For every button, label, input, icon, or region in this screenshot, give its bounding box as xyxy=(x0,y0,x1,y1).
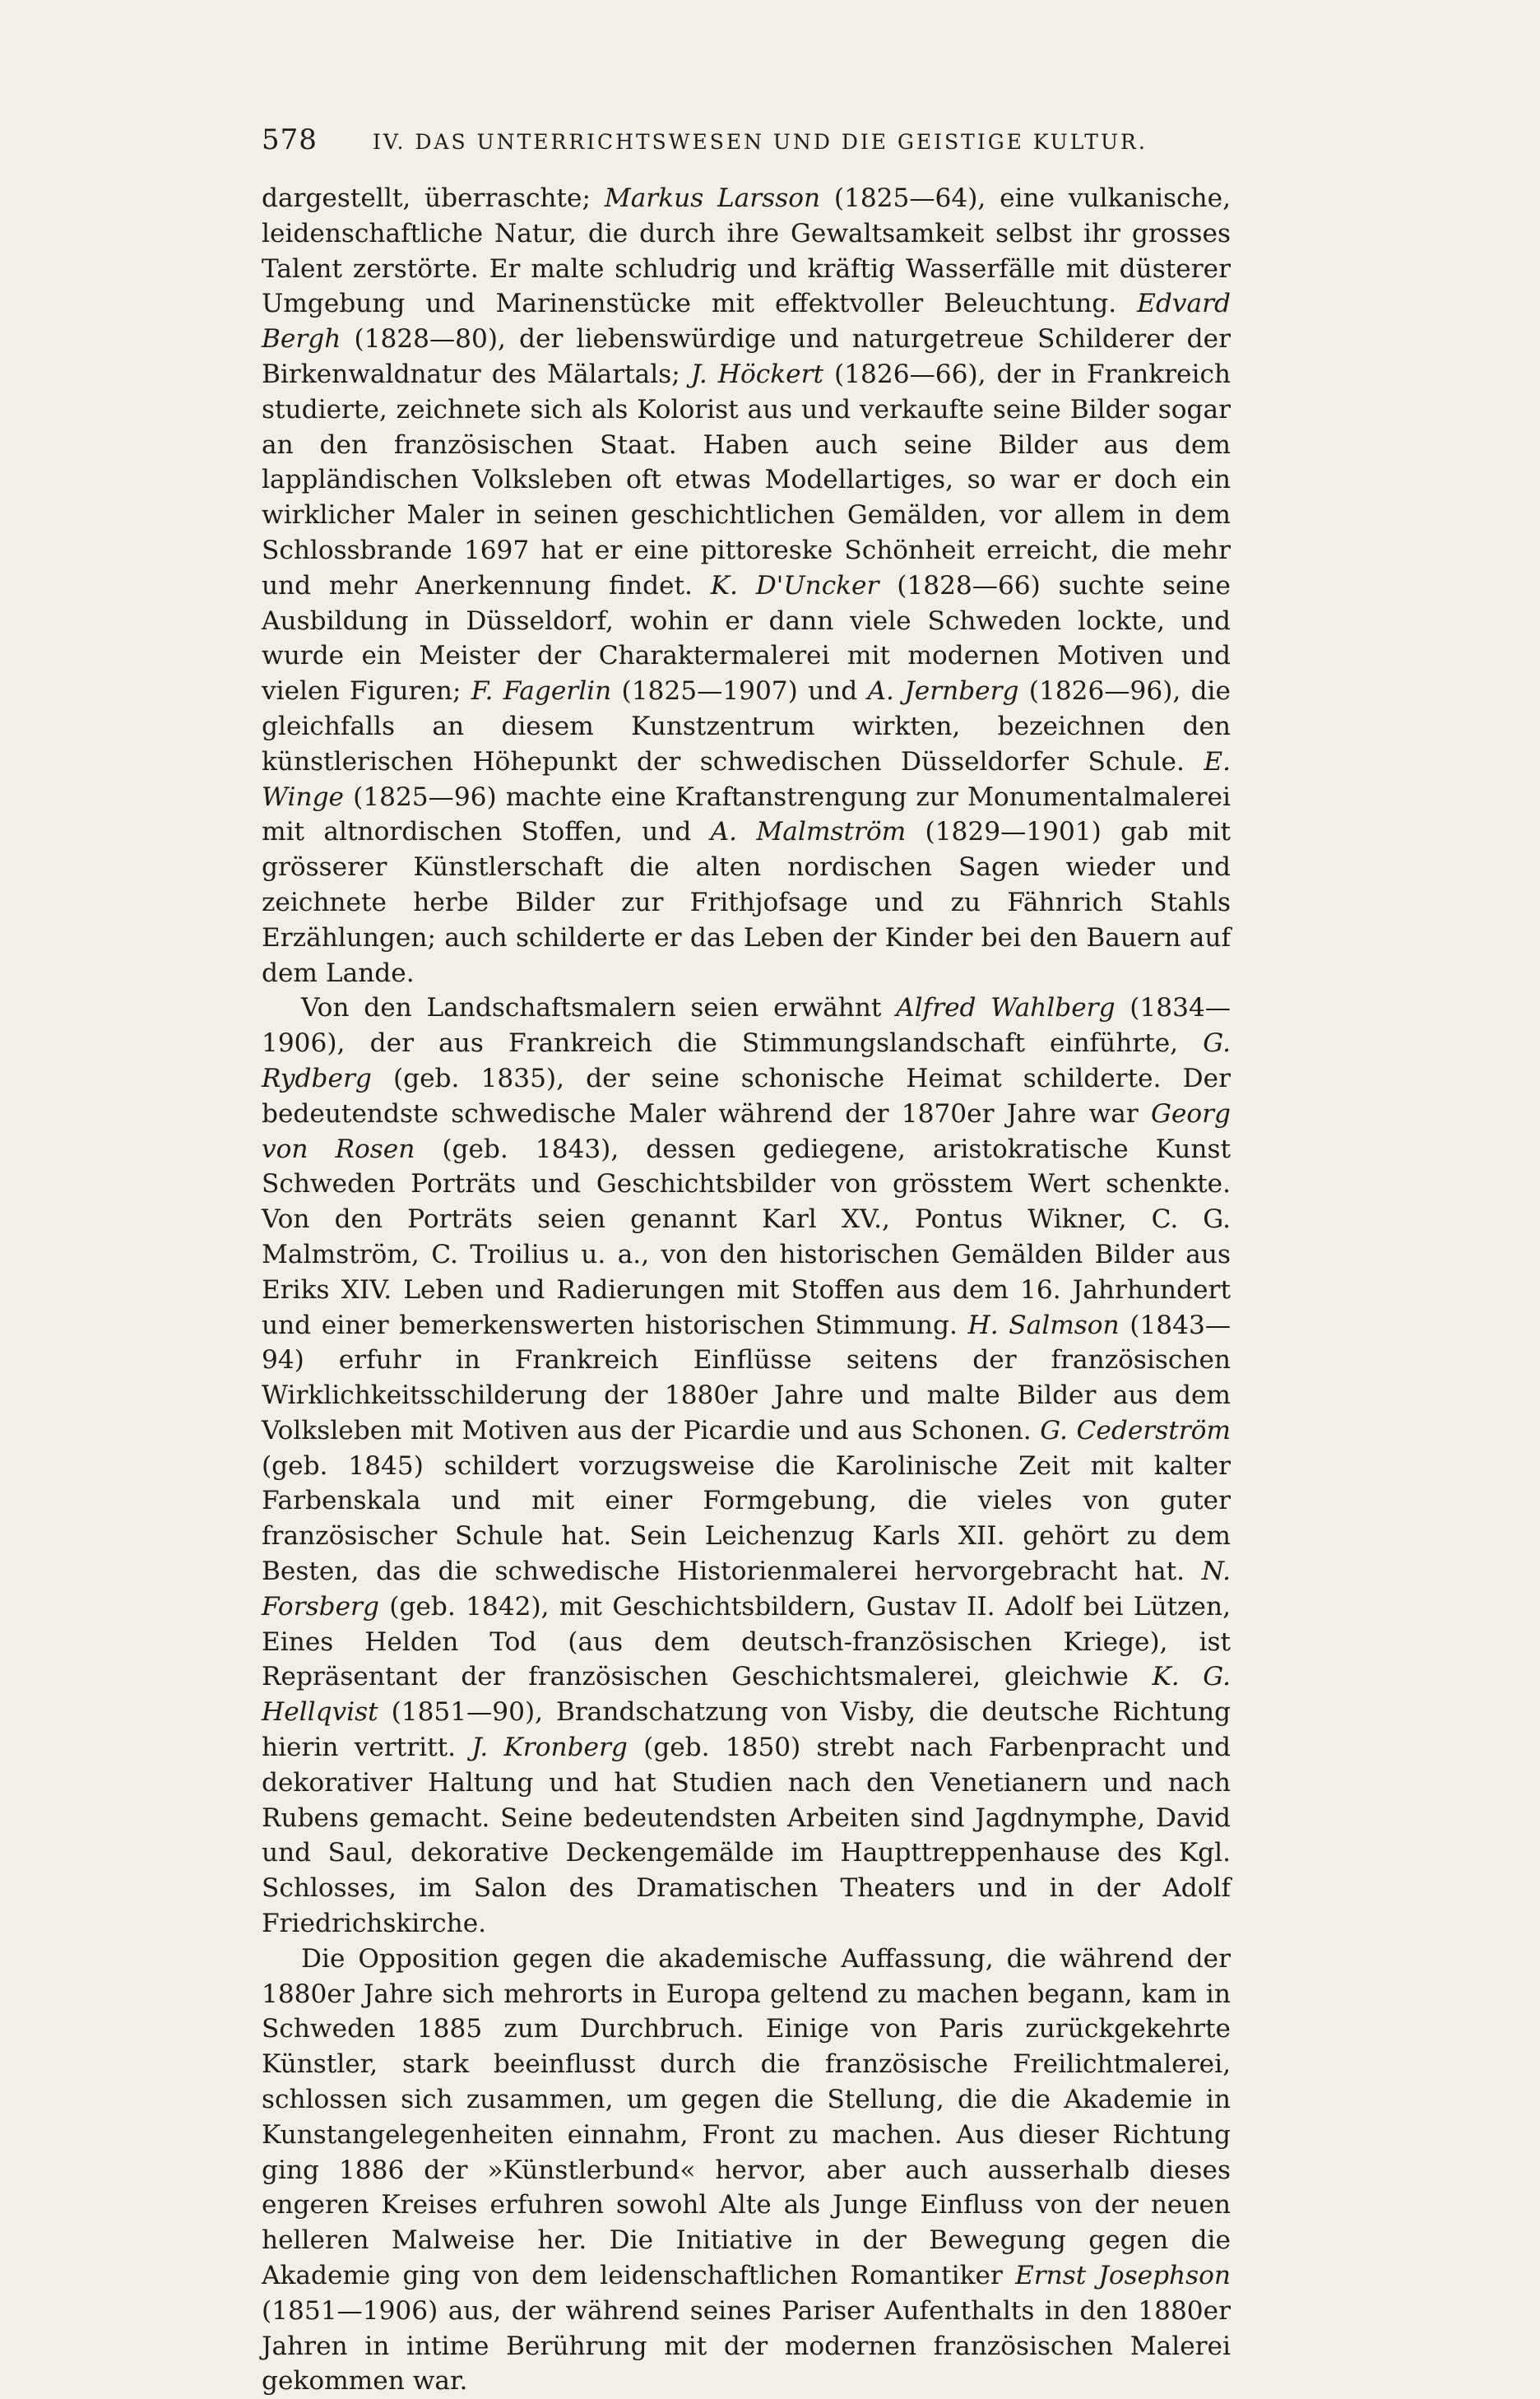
text-run: (1825—1907) und xyxy=(611,676,868,707)
text-run: (geb. 1843), dessen gediegene, aristokratische Kunst Schweden Porträts und Geschichtsbilder von grösstem Wert schenkte. Von den Porträts seien genannt Karl XV., Pontus Wikner, C. G. Malmström, C. Troilius u. a., von den historischen Gemälden Bilder aus Eriks XIV. Leben und Radierungen mit Stoffen aus dem 16. Jahrhundert und einer bemerkenswerten historischen Stimmung. xyxy=(262,1134,1232,1340)
text-run: (1826—66), der in Frankreich studierte, zeichnete sich als Kolorist aus und verkaufte seine Bilder sogar an den französischen Staat. Haben auch seine Bilder aus dem lappländischen Volksleben oft etwas Modellartiges, so war er doch ein wirklicher Maler in seinen geschichtlichen Gemälden, vor allem in dem Schlossbrande 1697 hat er eine pittoreske Schönheit erreicht, die mehr und mehr Anerkennung findet. xyxy=(262,359,1231,601)
artist-name: E. Winge xyxy=(262,746,1231,812)
body-text xyxy=(262,181,1231,2399)
text-run: (geb. 1842), mit Geschichtsbildern, Gustav II. Adolf bei Lützen, Eines Helden Tod (aus dem deutsch-französischen Kriege), ist Repräsentant der französischen Geschichtsmalerei, gleichwie xyxy=(262,1591,1231,1692)
artist-name: Markus Larsson xyxy=(604,183,821,213)
text-run: (1828—80), der liebenswürdige und naturgetreue Schilderer der Birkenwaldnatur des Mälartals; xyxy=(262,324,1231,389)
artist-name: A. Malmström xyxy=(710,817,907,847)
artist-name: G. Cederström xyxy=(1040,1415,1231,1445)
artist-name: Ernst Josephson xyxy=(1014,2261,1232,2291)
text-run: (1825—64), eine vulkanische, leidenschaftliche Natur, die durch ihre Gewaltsamkeit selbst ihr grosses Talent zerstörte. Er malte schludrig und kräftig Wasserfälle mit düsterer Umgebung und Marinenstücke mit effektvoller Beleuchtung. xyxy=(262,183,1231,319)
artist-name: J. Höckert xyxy=(690,359,824,389)
text-run: (1828—66) suchte seine Ausbildung in Düsseldorf, wohin er dann viele Schweden lockte, und wurde ein Meister der Charaktermalerei mit modernen Motiven und vielen Figuren; xyxy=(262,570,1231,707)
artist-name: Georg von Rosen xyxy=(262,1098,1231,1164)
artist-name: K. G. Hellqvist xyxy=(262,1662,1231,1728)
artist-name: A. Jernberg xyxy=(867,676,1019,707)
text-run: (1834—1906), der aus Frankreich die Stimmungslandschaft einführte, xyxy=(262,993,1231,1059)
text-run: (1825—96) machte eine Kraftanstrengung zur Monumentalmalerei mit altnordischen Stoffen, und xyxy=(262,782,1231,847)
text-run: (geb. 1835), der seine schonische Heimat schilderte. Der bedeutendste schwedische Maler während der 1870er Jahre war xyxy=(262,1063,1231,1129)
artist-name: J. Kronberg xyxy=(471,1733,628,1763)
text-run: Von den Landschaftsmalern seien erwähnt xyxy=(301,993,897,1023)
paragraph-3 xyxy=(262,1942,1231,2399)
text-run: dargestellt, überraschte; xyxy=(262,183,605,213)
text-run: (1843—94) erfuhr in Frankreich Einflüsse seitens der französischen Wirklichkeitsschilderung der 1880er Jahre und malte Bilder aus dem Volksleben mit Motiven aus der Picardie und aus Schonen. xyxy=(262,1310,1232,1445)
artist-name: H. Salmson xyxy=(967,1310,1120,1340)
artist-name: K. D'Uncker xyxy=(710,570,879,601)
text-run: Die Opposition gegen die akademische Auffassung, die während der 1880er Jahre sich mehrorts in Europa geltend zu machen begann, kam in Schweden 1885 zum Durchbruch. Einige von Paris zurückgekehrte Künstler, stark beeinflusst durch die französische Freilichtmalerei, schlossen sich zusammen, um gegen die Stellung, die die Akademie in Kunstangelegenheiten einnahm, Front zu machen. Aus dieser Richtung ging 1886 der »Künstlerbund« hervor, aber auch ausserhalb dieses engeren Kreises erfuhren sowohl Alte als Junge Einfluss von der neuen helleren Malweise her. Die Initiative in der Bewegung gegen die Akademie ging von dem leidenschaftlichen Romantiker xyxy=(262,1943,1231,2291)
page-number: 578 xyxy=(262,123,318,156)
paragraph-2 xyxy=(262,991,1231,1942)
paragraph-1 xyxy=(262,181,1231,991)
artist-name: Edvard Bergh xyxy=(262,289,1231,355)
text-run: (1851—90), Brandschatzung von Visby, die deutsche Richtung hierin vertritt. xyxy=(262,1697,1231,1763)
text-run: (geb. 1845) schildert vorzugsweise die Karolinische Zeit mit kalter Farbenskala und mit einer Formgebung, die vieles von guter französischer Schule hat. Sein Leichenzug Karls XII. gehört zu dem Besten, das die schwedische Historienmalerei hervorgebracht hat. xyxy=(262,1450,1231,1587)
artist-name: N. Forsberg xyxy=(262,1557,1231,1622)
text-run: (1826—96), die gleichfalls an diesem Kunstzentrum wirkten, bezeichnen den künstlerischen Höhepunkt der schwedischen Düsseldorfer Schule. xyxy=(262,676,1231,777)
text-run: (1851—1906) aus, der während seines Pariser Aufenthalts in den 1880er Jahren in intime Berührung mit der modernen französischen Malerei gekommen war. xyxy=(262,2295,1231,2397)
book-page xyxy=(262,123,1231,2399)
running-head: IV. DAS UNTERRICHTSWESEN UND DIE GEISTIGE KULTUR. xyxy=(373,130,1148,154)
artist-name: F. Fagerlin xyxy=(471,676,612,707)
text-run: (1829—1901) gab mit grösserer Künstlerschaft die alten nordischen Sagen wieder und zeichnete herbe Bilder zur Frithjofsage und zu Fähnrich Stahls Erzählungen; auch schilderte er das Leben der Kinder bei den Bauern auf dem Lande. xyxy=(262,817,1231,988)
artist-name: Alfred Wahlberg xyxy=(896,993,1116,1023)
page-header xyxy=(262,123,1231,160)
text-run: (geb. 1850) strebt nach Farbenpracht und dekorativer Haltung und hat Studien nach den Venetianern und nach Rubens gemacht. Seine bedeutendsten Arbeiten sind Jagdnymphe, David und Saul, dekorative Deckengemälde im Haupttreppenhause des Kgl. Schlosses, im Salon des Dramatischen Theaters und in der Adolf Friedrichskirche. xyxy=(262,1733,1231,1939)
artist-name: G. Rydberg xyxy=(262,1028,1231,1093)
